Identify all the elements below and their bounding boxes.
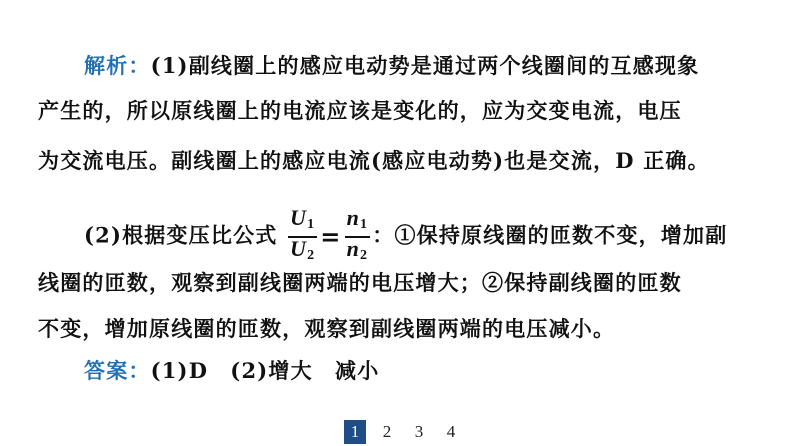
page-2-button[interactable]: 2 — [382, 422, 392, 441]
analysis-line-5: 线圈的匝数，观察到副线圈两端的电压增大；②保持副线圈的匝数 — [38, 270, 682, 295]
turns-n1: $n_1$ — [345, 207, 371, 238]
analysis-text-4-suffix: ：①保持原线圈的匝数不变，增加副 — [372, 222, 728, 248]
pagination — [344, 420, 462, 444]
voltage-u2: $U_2$ — [290, 236, 316, 263]
equals-sign: = — [320, 222, 342, 251]
analysis-line-2: 产生的，所以原线圈上的电流应该是变化的，应为交变电流，电压 — [38, 98, 682, 123]
analysis-line-6: 不变，增加原线圈的匝数，观察到副线圈两端的电压减小。 — [38, 316, 616, 341]
page-3-button[interactable]: 3 — [414, 422, 424, 441]
answer-text: (1)D (2)增大 减小 — [150, 358, 380, 383]
analysis-line-1 — [84, 51, 699, 81]
page-1-button[interactable]: 1 — [344, 420, 366, 444]
analysis-line-3: 为交流电压。副线圈上的感应电流(感应电动势)也是交流，D 正确。 — [38, 148, 710, 173]
analysis-label: 解析： — [84, 53, 151, 78]
voltage-ratio-fraction — [288, 207, 317, 267]
analysis-line-4 — [84, 207, 727, 267]
turns-ratio-fraction — [345, 207, 371, 267]
turns-n2: $n_2$ — [346, 236, 369, 263]
answer-line — [84, 356, 379, 386]
page-4-button[interactable]: 4 — [446, 422, 456, 441]
analysis-text-4-prefix: (2)根据变压比公式 — [84, 222, 278, 248]
analysis-text-1: (1)副线圈上的感应电动势是通过两个线圈间的互感现象 — [150, 53, 700, 78]
answer-label: 答案： — [84, 358, 151, 383]
voltage-u1: $U_1$ — [288, 207, 317, 238]
